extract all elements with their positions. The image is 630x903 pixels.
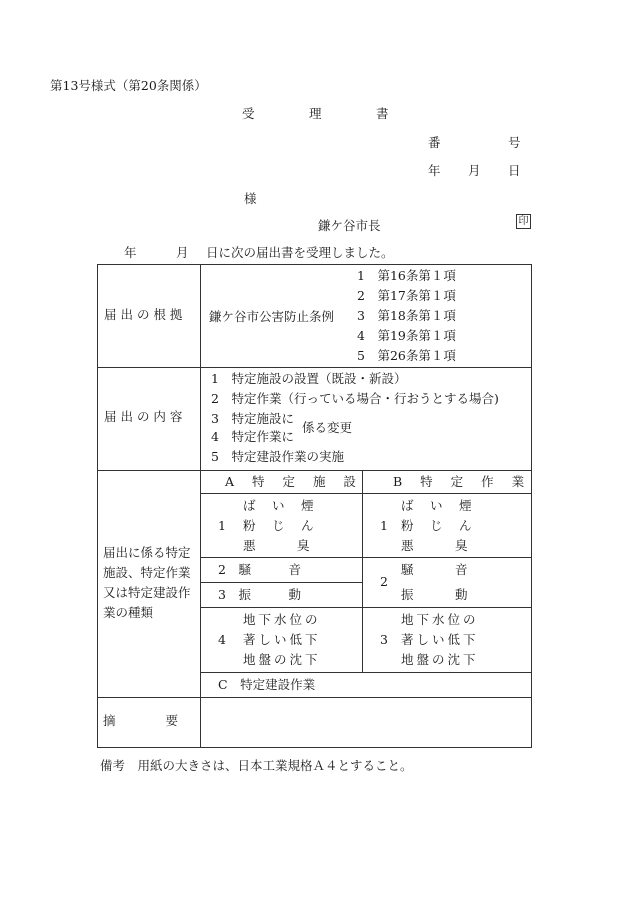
addressee: 様 [244, 191, 257, 206]
basis-label: 届 出 の 根 拠 [104, 307, 183, 322]
receipt-text: 日に次の届出書を受理しました。 [206, 245, 394, 260]
date-day: 日 [508, 163, 521, 178]
work-item: 騒 音 [401, 562, 468, 577]
document-title [242, 104, 443, 122]
facility-item: 3 振 動 [218, 587, 301, 602]
date-month: 月 [468, 163, 481, 178]
ordinance-name: 鎌ケ谷市公害防止条例 [209, 309, 335, 324]
facility-item: ば い 煙 [243, 498, 314, 513]
work-item-number: 1 [380, 518, 388, 533]
summary-label: 摘 要 [103, 713, 179, 728]
divider [362, 470, 363, 672]
divider [200, 493, 531, 494]
facility-item: 地下水位の [243, 612, 321, 627]
basis-item: 2 第17条第１項 [357, 288, 456, 303]
facility-item: 著しい低下 [243, 632, 321, 647]
facility-item-number: 4 [218, 632, 226, 647]
divider [98, 470, 531, 471]
work-header: B 特 定 作 業 [393, 474, 532, 489]
content-item: 3 特定施設に [211, 411, 294, 426]
kind-label: 又は特定建設作 [103, 585, 191, 600]
form-number: 第13号様式（第20条関係） [50, 78, 207, 93]
content-change: 係る変更 [302, 420, 353, 435]
work-item-number: 2 [380, 574, 388, 589]
number-label: 番 [428, 135, 441, 150]
receipt-line [124, 243, 394, 261]
work-item: 地盤の沈下 [401, 652, 479, 667]
content-item: 1 特定施設の設置（既設・新設） [211, 371, 407, 386]
footnote: 備考 用紙の大きさは、日本工業規格Ａ４とすること。 [100, 758, 413, 773]
receipt-year: 年 [124, 245, 137, 260]
number-label: 号 [508, 135, 521, 150]
facility-item: 悪 臭 [243, 538, 310, 553]
facility-header: A 特 定 施 設 [225, 474, 363, 489]
kind-label: 届出に係る特定 [103, 545, 191, 560]
kind-label: 業の種類 [103, 605, 154, 620]
work-item: 粉 じ ん [401, 518, 472, 533]
basis-item: 3 第18条第１項 [357, 308, 456, 323]
receipt-month: 月 [176, 245, 189, 260]
divider [98, 367, 531, 368]
divider [98, 697, 531, 698]
content-label: 届 出 の 内 容 [104, 409, 183, 424]
divider [200, 607, 531, 608]
content-item: 5 特定建設作業の実施 [211, 449, 344, 464]
facility-item: 地盤の沈下 [243, 652, 321, 667]
facility-item: 2 騒 音 [218, 562, 301, 577]
issuer: 鎌ケ谷市長 [318, 218, 381, 233]
facility-item: 粉 じ ん [243, 518, 314, 533]
title-char: 書 [376, 106, 389, 121]
divider [200, 557, 531, 558]
title-char: 理 [309, 106, 322, 121]
work-item: 地下水位の [401, 612, 479, 627]
divider [200, 265, 201, 748]
work-item: 振 動 [401, 587, 468, 602]
date-field [428, 161, 548, 179]
kind-label: 施設、特定作業 [103, 565, 191, 580]
basis-item: 4 第19条第１項 [357, 328, 456, 343]
title-char: 受 [242, 106, 255, 121]
date-year: 年 [428, 163, 441, 178]
seal-mark: 印 [516, 214, 531, 229]
content-item: 2 特定作業（行っている場合・行おうとする場合) [211, 391, 499, 406]
work-item: ば い 煙 [401, 498, 472, 513]
basis-item: 5 第26条第１項 [357, 348, 456, 363]
work-item: 著しい低下 [401, 632, 479, 647]
divider [200, 582, 362, 583]
basis-item: 1 第16条第１項 [357, 268, 456, 283]
content-item: 4 特定作業に [211, 429, 294, 444]
work-item-number: 3 [380, 632, 388, 647]
number-field [428, 133, 588, 151]
work-item: 悪 臭 [401, 538, 468, 553]
construction-work-item: C 特定建設作業 [218, 677, 316, 692]
notification-table [97, 264, 532, 748]
facility-item-number: 1 [218, 518, 226, 533]
divider [200, 672, 531, 673]
